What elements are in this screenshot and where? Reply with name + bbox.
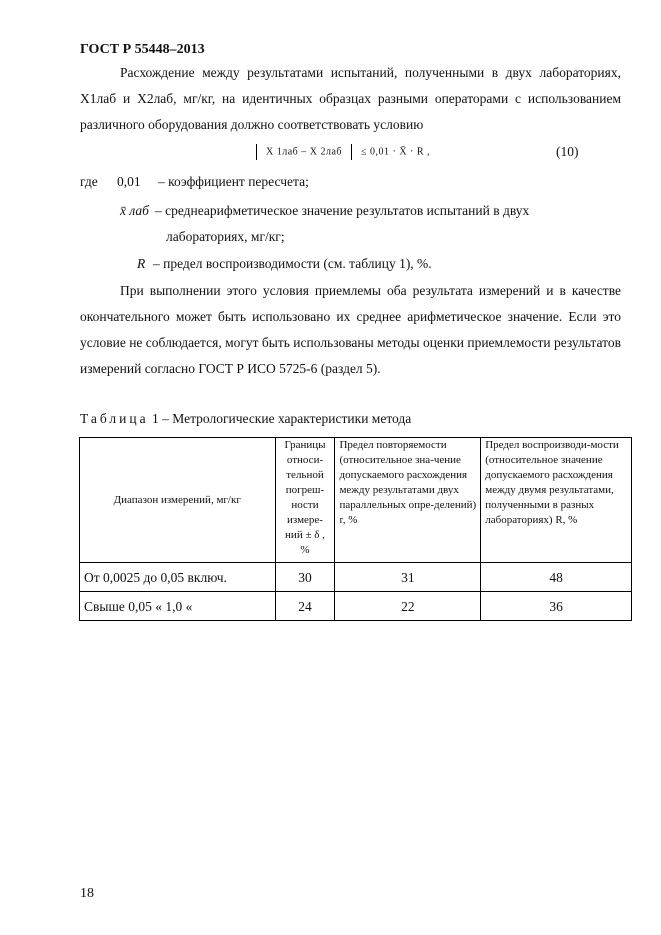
coefficient-symbol: 0,01 bbox=[117, 174, 141, 189]
page-number: 18 bbox=[80, 886, 94, 901]
cell-range: Свыше 0,05 « 1,0 « bbox=[80, 592, 276, 621]
document-header: ГОСТ Р 55448–2013 bbox=[80, 42, 205, 57]
reproducibility-symbol: R bbox=[137, 256, 146, 271]
paragraph-condition: Расхождение между результатами испытаний, полученными в двух лабораториях, X1лаб и X2лаб, мг/кг, на идентичных образцах разными операторами с использованием различного оборудования должно соответствовать условию bbox=[80, 65, 621, 132]
cell-error-bounds: 30 bbox=[275, 563, 335, 592]
table-caption bbox=[80, 411, 411, 427]
table-header-row bbox=[80, 438, 632, 563]
table-caption-number: 1 bbox=[152, 411, 159, 426]
cell-error-bounds: 24 bbox=[275, 592, 335, 621]
reproducibility-description: – предел воспроизводимости (см. таблицу 1), %. bbox=[153, 256, 432, 271]
table-row bbox=[80, 592, 632, 621]
cell-repeatability: 22 bbox=[335, 592, 481, 621]
cell-range: От 0,0025 до 0,05 включ. bbox=[80, 563, 276, 592]
abs-bar-left bbox=[256, 144, 257, 160]
formula-10 bbox=[250, 144, 430, 160]
formula-minus: – bbox=[301, 146, 307, 158]
formula-x2: X 2лаб bbox=[309, 146, 342, 158]
header-range: Диапазон измерений, мг/кг bbox=[80, 438, 276, 563]
cell-reproducibility: 36 bbox=[481, 592, 632, 621]
header-error-bounds: Границы относи-тельной погреш-ности измере-ний ± δ , % bbox=[275, 438, 335, 563]
paragraph-acceptance: При выполнении этого условия приемлемы оба результата измерений и в качестве окончательного может быть использовано их среднее арифметическое значение. Если это условие не соблюдается, могут быть использованы методы оценки приемлемости результатов измерений согласно ГОСТ Р ИСО 5725-6 (раздел 5). bbox=[80, 283, 621, 376]
formula-x1: X 1лаб bbox=[266, 146, 299, 158]
where-label: где bbox=[80, 174, 98, 189]
header-reproducibility: Предел воспроизводи-мости (относительное значение допускаемого расхождения между двумя результатами, полученными в разных лабораториях) R, % bbox=[481, 438, 632, 563]
table-row bbox=[80, 563, 632, 592]
table-caption-label: Таблица bbox=[80, 411, 149, 426]
coefficient-description: – коэффициент пересчета; bbox=[158, 174, 309, 189]
mean-description-cont: лабораториях, мг/кг; bbox=[166, 229, 285, 244]
cell-reproducibility: 48 bbox=[481, 563, 632, 592]
mean-symbol: x̄ лаб bbox=[120, 203, 149, 218]
metrology-table bbox=[79, 437, 632, 621]
formula-number: (10) bbox=[556, 144, 579, 159]
mean-description: – среднеарифметическое значение результатов испытаний в двух bbox=[155, 203, 530, 218]
abs-bar-right bbox=[351, 144, 352, 160]
table-caption-title: – Метрологические характеристики метода bbox=[162, 411, 412, 426]
formula-rhs: ≤ 0,01 · X̄ · R , bbox=[361, 146, 431, 158]
header-repeatability: Предел повторяемости (относительное зна-чение допускаемого расхождения между результатами двух параллельных опре-делений) r, % bbox=[335, 438, 481, 563]
cell-repeatability: 31 bbox=[335, 563, 481, 592]
